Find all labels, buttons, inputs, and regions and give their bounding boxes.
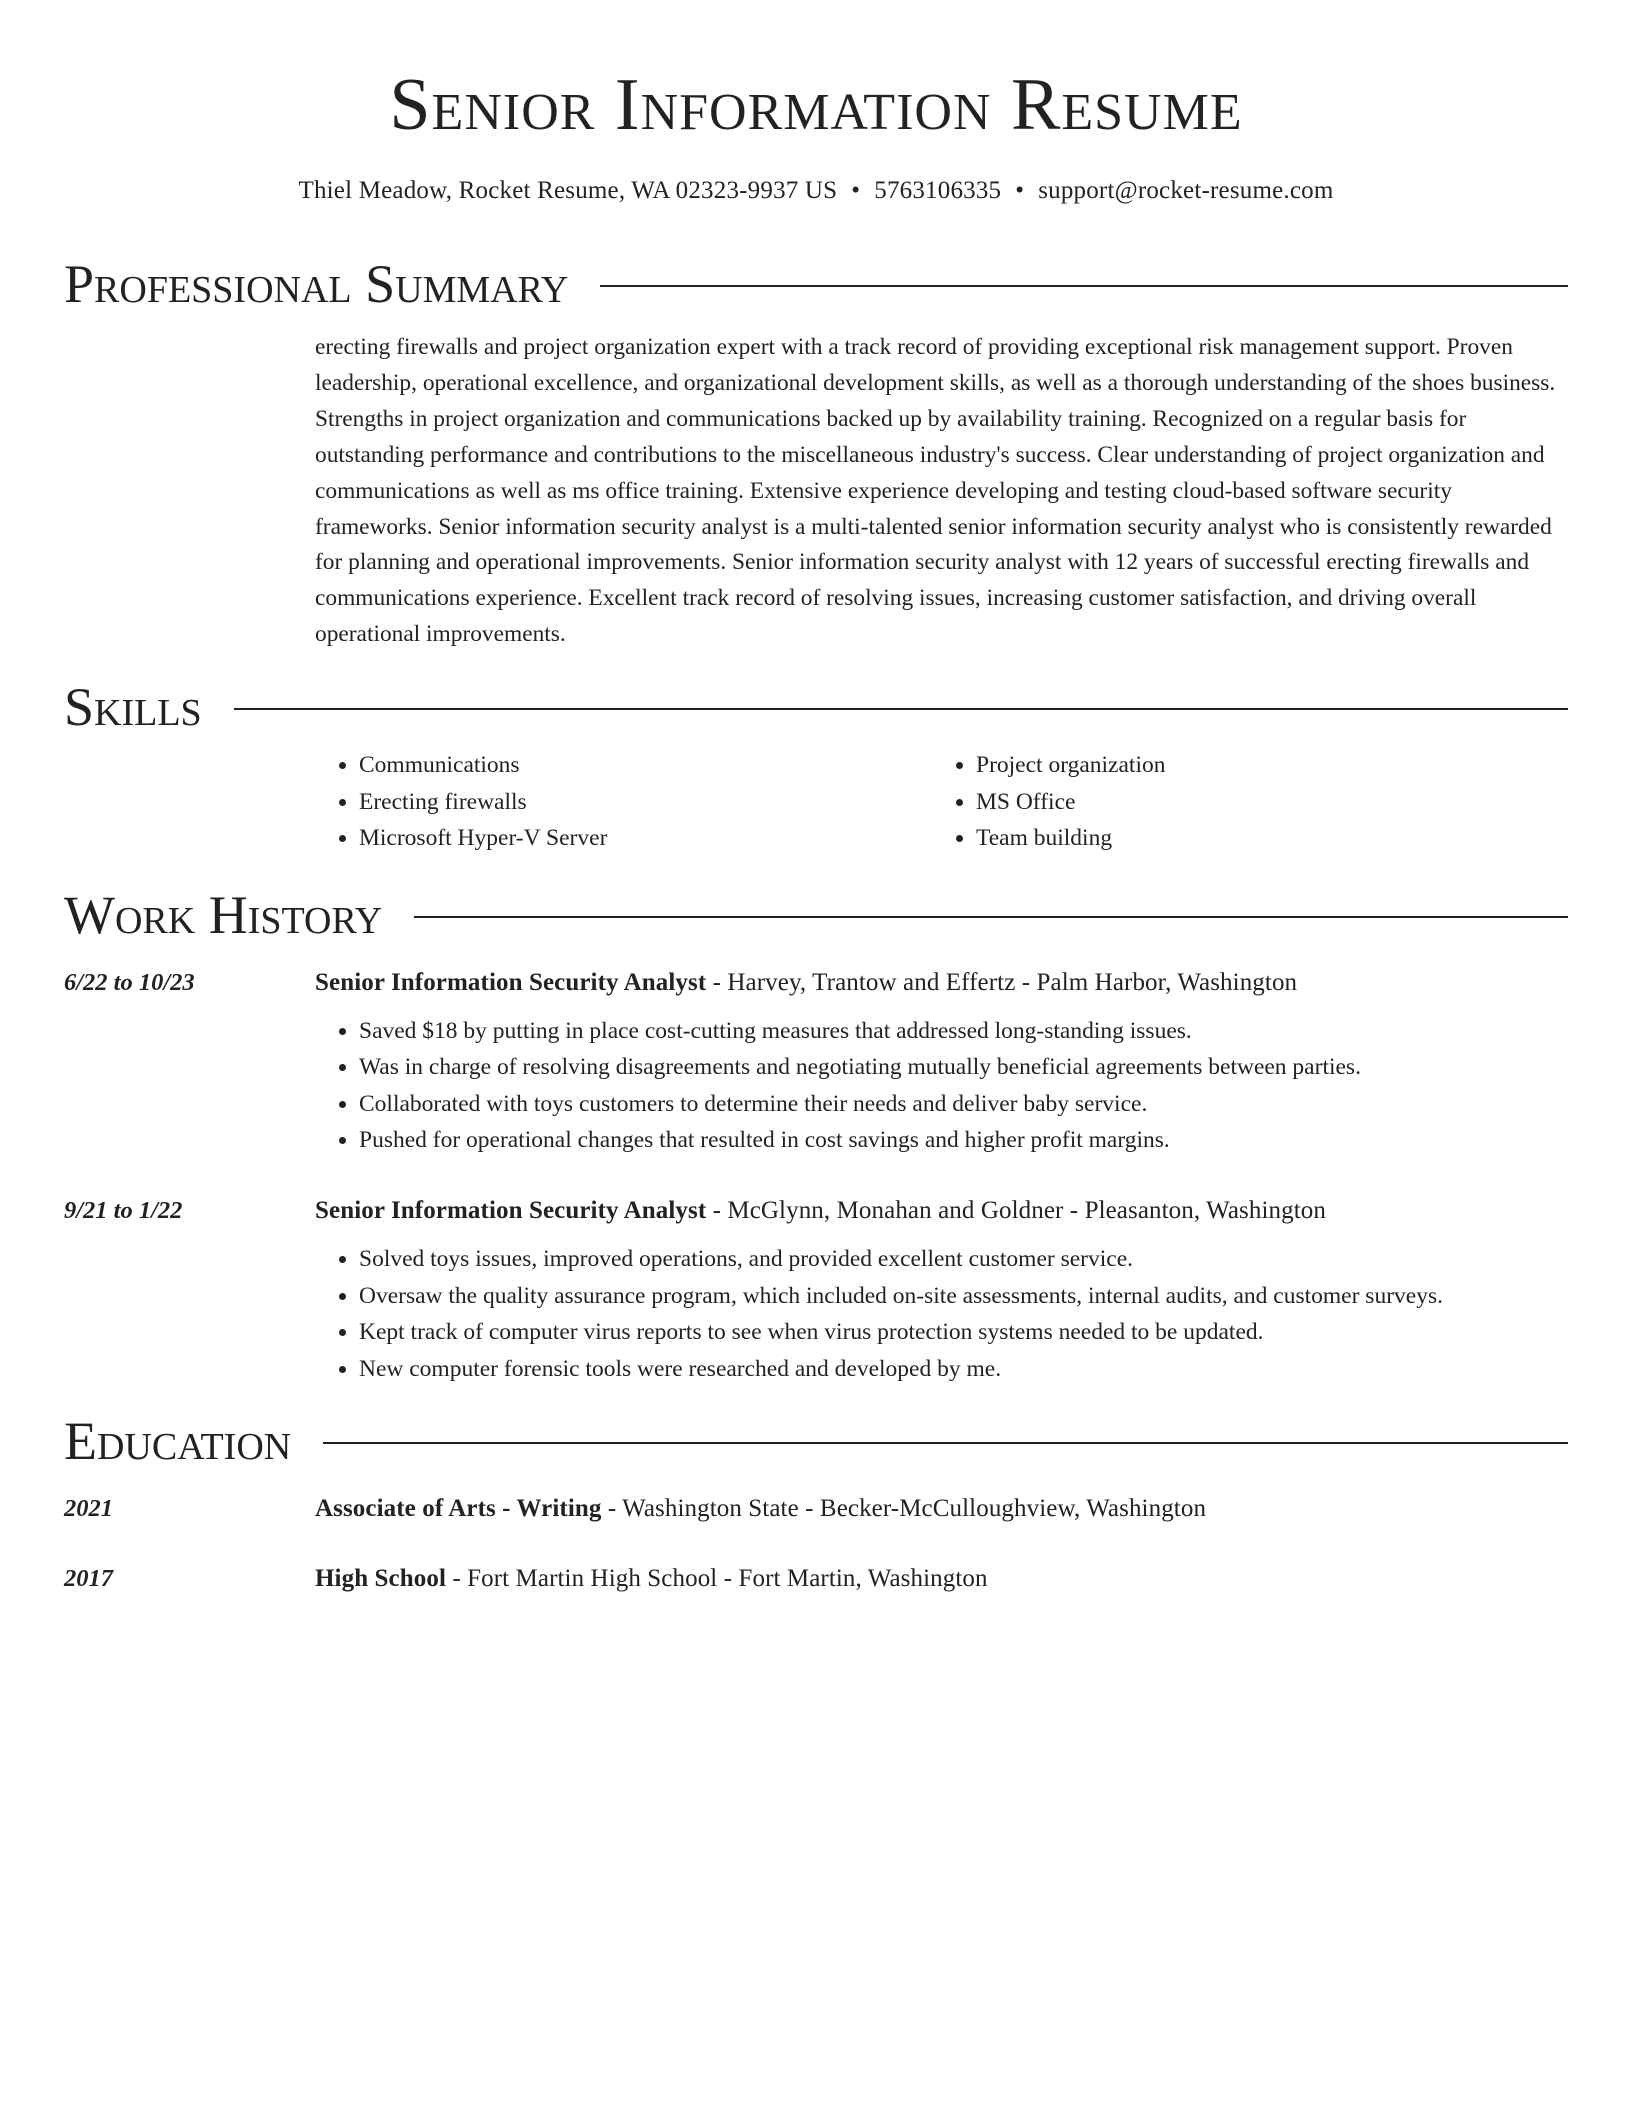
section-divider (234, 708, 1568, 710)
summary-text: erecting firewalls and project organization expert with a track record of providing exceptional risk management support. Proven leadership, operational excellence, and organizational development skills, as well as a thorough understanding of the shoes business. Strengths in project organization and communications backed up by availability training. Recognized on a regular basis for outstanding performance and contributions to the miscellaneous industry's success. Clear understanding of project organization and communications as well as ms office training. Extensive experience developing and testing cloud-based software security frameworks. Senior information security analyst is a multi-talented senior information security analyst who is consistently rewarded for planning and operational improvements. Senior information security analyst with 12 years of successful erecting firewalls and communications experience. Excellent track record of resolving issues, increasing customer satisfaction, and driving overall operational improvements. (315, 334, 1556, 648)
education-body (315, 1563, 1568, 1595)
job-role: Senior Information Security Analyst (315, 1197, 707, 1225)
skills-list (315, 747, 1568, 857)
contact-separator: • (851, 177, 861, 204)
summary-section-header (64, 252, 1568, 316)
education-details: - Fort Martin High School - Fort Martin, Washington (446, 1565, 988, 1593)
skill-item: • Team building (976, 820, 1549, 857)
job-dates: 9/21 to 1/22 (64, 1197, 183, 1225)
job-bullet: • Was in charge of resolving disagreements and negotiating mutually beneficial agreements between parties. (359, 1049, 1568, 1086)
job-body (315, 967, 1568, 1159)
job-bullet: • Solved toys issues, improved operations, and provided excellent customer service. (359, 1241, 1568, 1278)
job-dates: 6/22 to 10/23 (64, 968, 195, 996)
skills-column-left (315, 747, 932, 857)
job-bullet: • Kept track of computer virus reports to see when virus protection systems needed to be updated. (359, 1314, 1568, 1351)
education-heading (315, 1493, 1568, 1525)
job-entry (64, 1195, 1568, 1387)
job-heading (315, 967, 1568, 999)
skill-item: • Project organization (976, 747, 1549, 784)
job-bullet: • Pushed for operational changes that resulted in cost savings and higher profit margins. (359, 1122, 1568, 1159)
education-year: 2017 (64, 1565, 113, 1593)
education-entry (64, 1563, 1568, 1595)
section-divider (600, 285, 1568, 287)
job-role: Senior Information Security Analyst (315, 968, 707, 996)
resume-page (64, 0, 1568, 1595)
work-section-title: Work History (64, 884, 383, 945)
contact-address: Thiel Meadow, Rocket Resume, WA 02323-9937 US (298, 177, 838, 204)
job-heading (315, 1195, 1568, 1227)
education-section-header (64, 1409, 1568, 1473)
skills-section-header (64, 675, 1568, 739)
education-degree: Associate of Arts - Writing (315, 1495, 602, 1523)
education-section-title: Education (64, 1411, 292, 1472)
skill-item: • Microsoft Hyper-V Server (359, 820, 932, 857)
skills-column-right (932, 747, 1549, 857)
job-bullet: • New computer forensic tools were researched and developed by me. (359, 1351, 1568, 1388)
contact-separator: • (1015, 177, 1025, 204)
section-divider (323, 1442, 1568, 1444)
skills-section-title: Skills (64, 677, 202, 738)
job-body (315, 1195, 1568, 1387)
education-degree: High School (315, 1565, 446, 1593)
job-bullet: • Collaborated with toys customers to determine their needs and deliver baby service. (359, 1086, 1568, 1123)
education-heading (315, 1563, 1568, 1595)
contact-line (64, 174, 1568, 208)
job-details: - McGlynn, Monahan and Goldner - Pleasanton, Washington (706, 1197, 1326, 1225)
work-section-header (64, 883, 1568, 947)
section-divider (414, 916, 1568, 918)
job-bullet: • Saved $18 by putting in place cost-cutting measures that addressed long-standing issues. (359, 1013, 1568, 1050)
job-bullets (315, 1241, 1568, 1387)
resume-name: Senior Information Resume (389, 64, 1243, 146)
summary-section-title: Professional Summary (64, 254, 569, 314)
education-body (315, 1493, 1568, 1525)
education-year: 2021 (64, 1495, 113, 1523)
job-details: - Harvey, Trantow and Effertz - Palm Harbor, Washington (706, 968, 1298, 996)
skill-item: • Erecting firewalls (359, 784, 932, 821)
job-bullet: • Oversaw the quality assurance program, which included on-site assessments, internal audits, and customer surveys. (359, 1278, 1568, 1315)
contact-email: support@rocket-resume.com (1038, 177, 1334, 204)
job-entry (64, 967, 1568, 1159)
skill-item: • Communications (359, 747, 932, 784)
education-entry (64, 1493, 1568, 1525)
skill-item: • MS Office (976, 784, 1549, 821)
education-details: - Washington State - Becker-McCulloughview, Washington (601, 1495, 1207, 1523)
job-bullets (315, 1013, 1568, 1159)
contact-phone: 5763106335 (874, 177, 1002, 204)
